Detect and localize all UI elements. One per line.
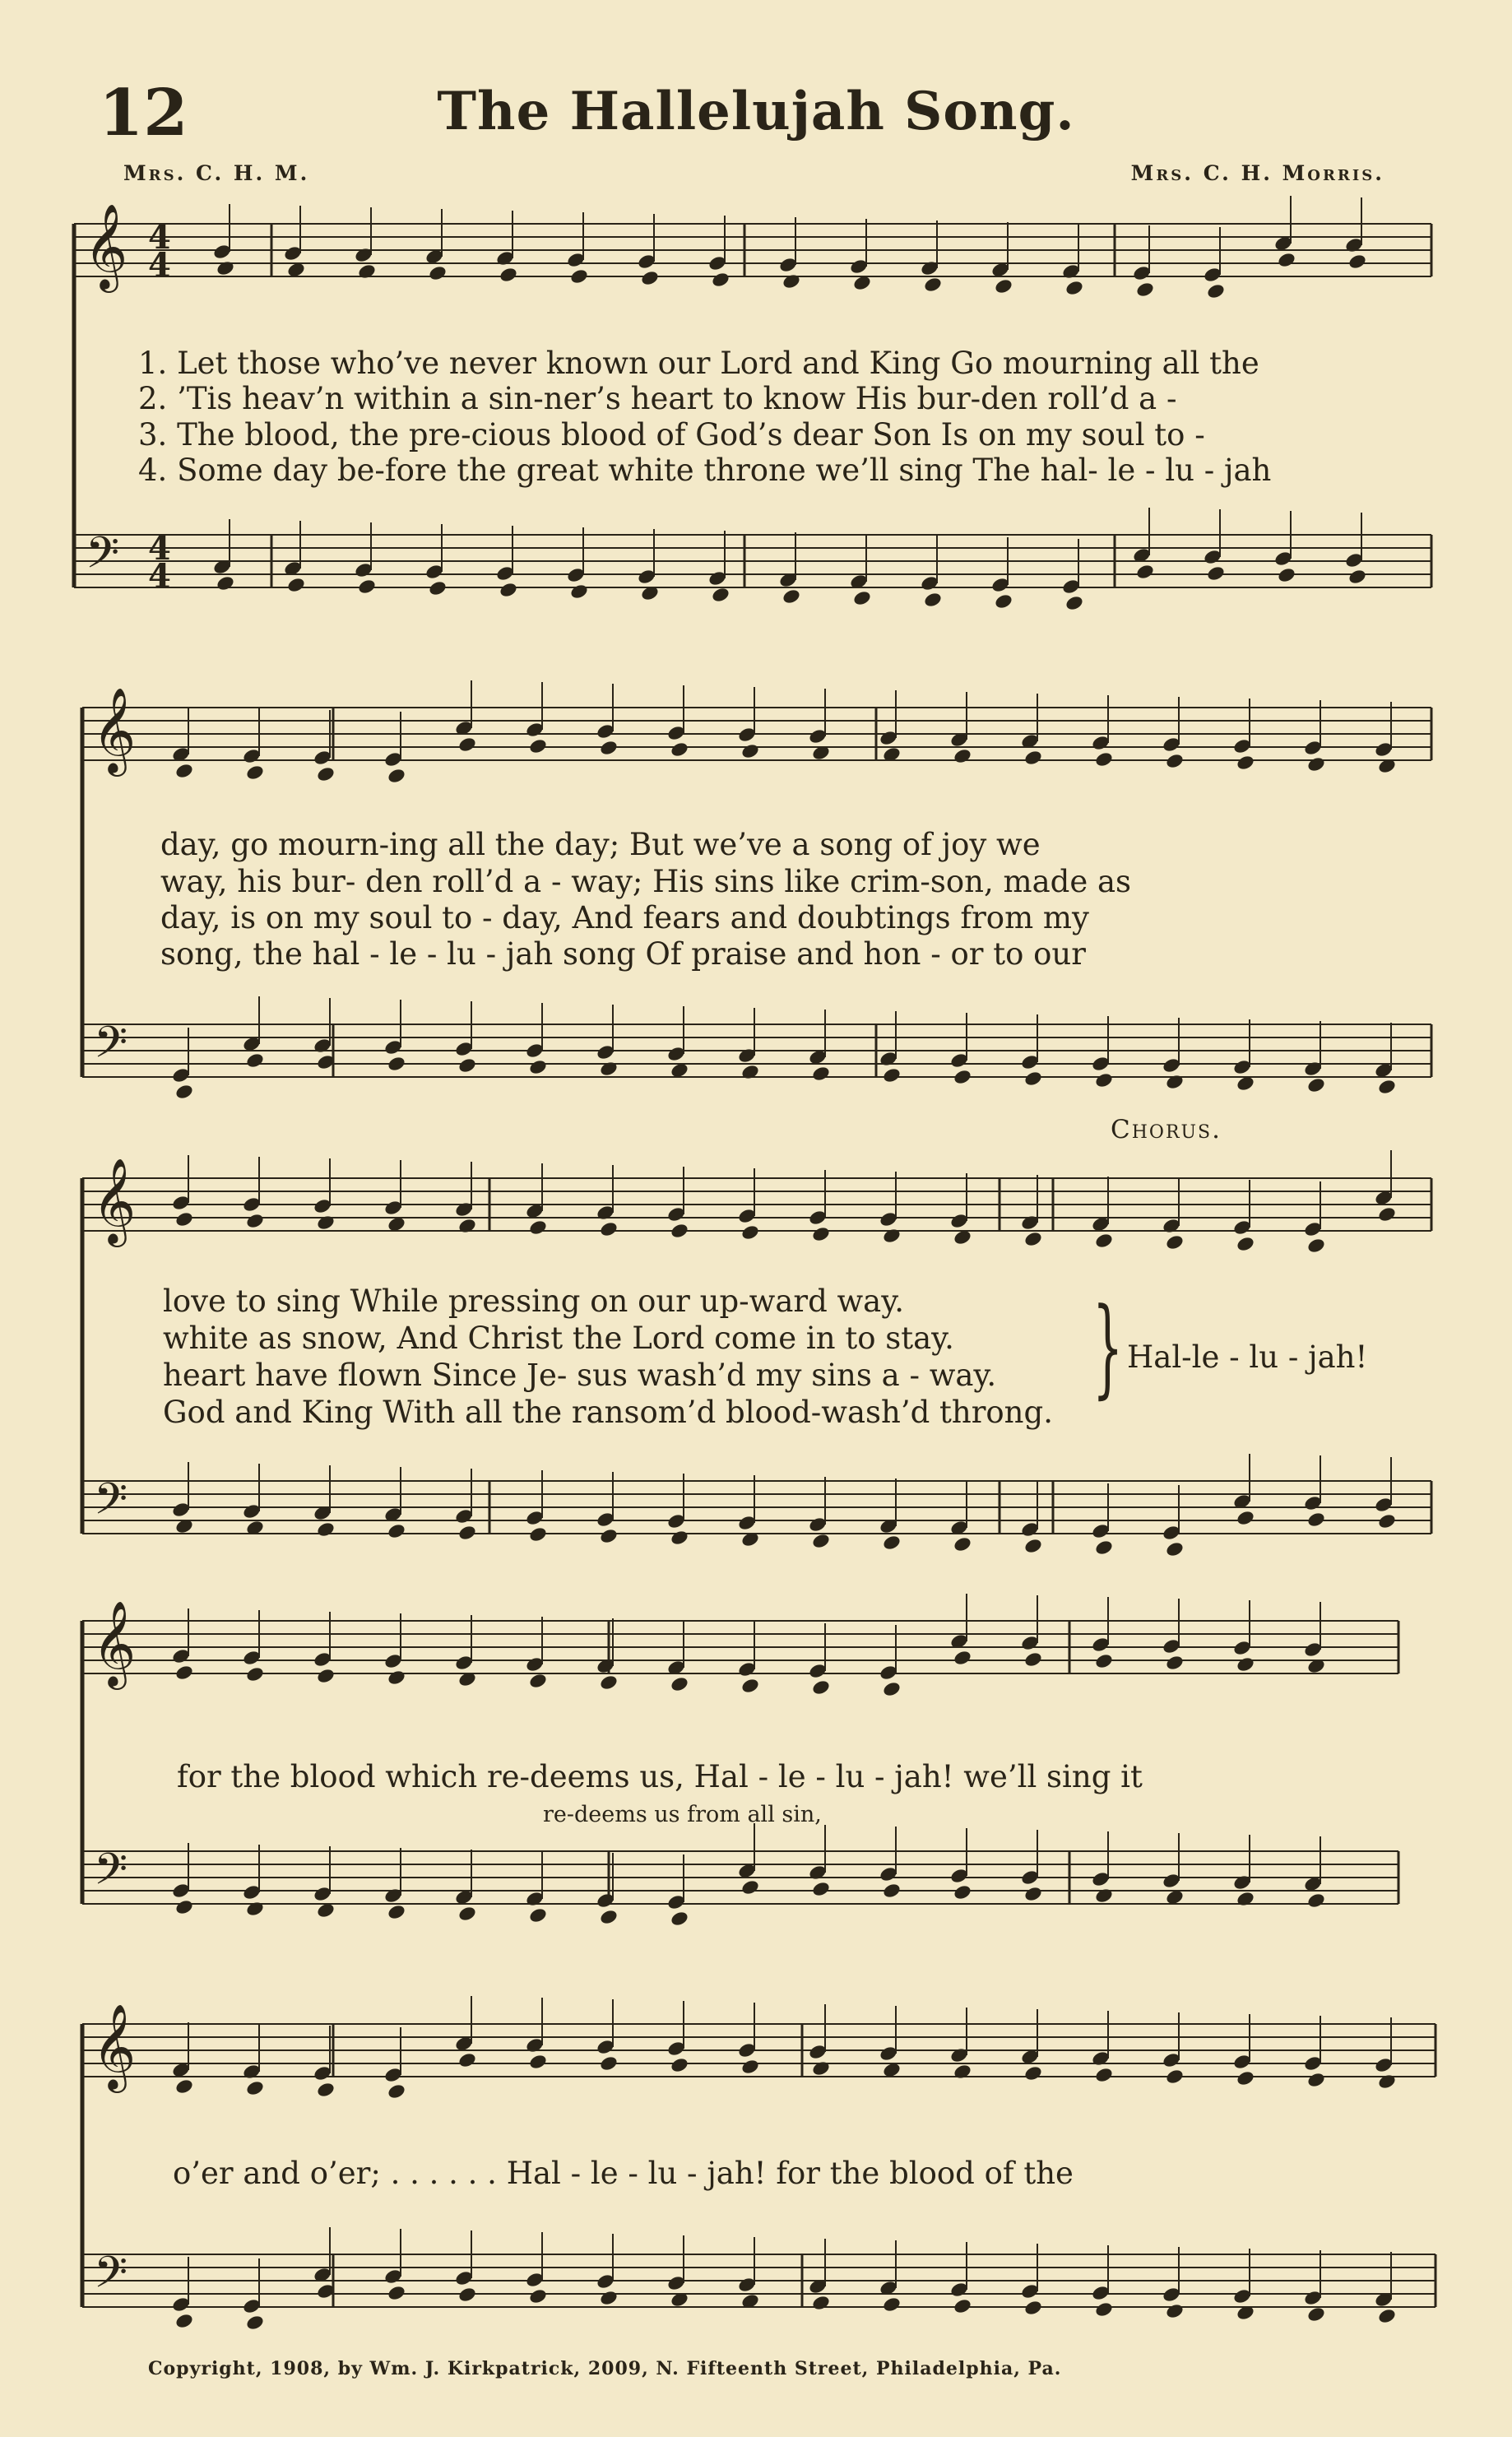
bass-clef: 𝄢 [86, 528, 120, 589]
time-signature-digit: 4 [148, 218, 171, 257]
system3-lyric-2: white as snow, And Christ the Lord come in to stay. [163, 1321, 954, 1356]
note-head [499, 581, 518, 598]
note-head [882, 1882, 902, 1899]
note-head [782, 587, 801, 605]
note-head [457, 736, 477, 753]
note-head [528, 737, 548, 754]
bass-clef: 𝄢 [94, 1474, 128, 1535]
system3-lyric-1: love to sing While pressing on our up-ward way. [163, 1283, 904, 1319]
system2-lyric-2: way, his bur- den roll’d a - way; His sins like crim-son, made as [160, 864, 1132, 899]
note-head [1023, 1650, 1043, 1668]
note-head [1165, 1233, 1185, 1251]
note-head [953, 1535, 972, 1553]
note-head [1277, 566, 1296, 583]
note-head [670, 2056, 689, 2073]
note-head [953, 1883, 972, 1901]
treble-clef: 𝄞 [84, 203, 128, 290]
note-head [1094, 2300, 1114, 2318]
note-head [457, 1217, 477, 1234]
note-head [1023, 2299, 1043, 2316]
note-head [882, 1066, 902, 1084]
note-head [528, 1058, 548, 1075]
note-head [216, 259, 235, 276]
note-head [245, 2079, 265, 2096]
note-head [1306, 1892, 1326, 1909]
note-head [245, 1051, 265, 1069]
note-head [811, 1225, 831, 1242]
note-head [599, 1220, 619, 1237]
note-head [387, 2284, 406, 2301]
note-head [811, 2059, 831, 2077]
note-head [740, 2058, 760, 2075]
note-head [1306, 1076, 1326, 1093]
note-head [1306, 1237, 1326, 1254]
note-head [528, 2287, 548, 2305]
note-head [1023, 1885, 1043, 1902]
note-head [174, 2077, 194, 2095]
verse-4-line: 4. Some day be-fore the great white throne we’ll sing The hal- le - lu - jah [138, 453, 1272, 488]
note-head [1023, 749, 1043, 766]
note-head [457, 2051, 477, 2068]
note-head [1377, 1512, 1397, 1530]
note-head [1135, 563, 1155, 580]
verse-1-line: 1. Let those who’ve never known our Lord and King Go mourning all the [138, 346, 1259, 381]
note-head [1236, 754, 1255, 771]
note-head [882, 2295, 902, 2313]
note-head [245, 1900, 265, 1917]
note-head [1236, 1655, 1255, 1673]
note-head [174, 1210, 194, 1228]
note-head [882, 1680, 902, 1697]
note-head [953, 1068, 972, 1085]
note-head [1277, 251, 1296, 268]
note-head [1236, 1509, 1255, 1526]
note-head [1347, 568, 1367, 585]
treble-clef: 𝄞 [92, 1158, 137, 1244]
note-head [953, 747, 972, 764]
note-head [1165, 2302, 1185, 2319]
note-head [1306, 755, 1326, 773]
note-head [245, 1212, 265, 1229]
note-head [245, 1665, 265, 1683]
note-head [740, 742, 760, 759]
note-head [316, 1520, 336, 1538]
copyright-notice: Copyright, 1908, by Wm. J. Kirkpatrick, 2009, N. Fifteenth Street, Philadelphia, Pa. [148, 2358, 1062, 2379]
note-head [1165, 1073, 1185, 1090]
chorus-label: Chorus. [1111, 1115, 1222, 1144]
note-head [1236, 2069, 1255, 2087]
note-head [569, 267, 589, 285]
system3-lyric-3: heart have flown Since Je- sus wash’d my sins a - way. [163, 1358, 997, 1393]
bass-clef: 𝄢 [94, 1845, 128, 1906]
words-credit: Mrs. C. H. M. [123, 161, 310, 185]
chorus-line-2-bass: re-deems us from all sin, [543, 1802, 822, 1827]
note-head [428, 579, 448, 596]
note-head [740, 1063, 760, 1080]
note-head [1236, 1235, 1255, 1252]
chorus-line-1: Hal-le - lu - jah! [1127, 1339, 1368, 1375]
note-head [599, 739, 619, 756]
note-head [670, 1675, 689, 1692]
time-signature-digit: 4 [148, 246, 171, 285]
note-head [174, 1898, 194, 1915]
note-head [428, 264, 448, 281]
note-head [740, 1677, 760, 1694]
note-head [811, 1065, 831, 1082]
note-head [923, 591, 943, 608]
note-head [923, 276, 943, 293]
note-head [599, 2289, 619, 2306]
note-head [316, 1667, 336, 1684]
note-head [387, 767, 406, 784]
note-head [569, 583, 589, 600]
note-head [1206, 564, 1226, 582]
note-head [457, 1905, 477, 1922]
note-head [1023, 1070, 1043, 1087]
note-head [811, 1880, 831, 1897]
note-head [1377, 1205, 1397, 1223]
system3-lyric-4: God and King With all the ransom’d blood-wash’d throng. [163, 1395, 1053, 1430]
note-head [357, 578, 377, 595]
verse-2-line: 2. ’Tis heav’n within a sin-ner’s heart to know His bur-den roll’d a - [138, 381, 1177, 416]
note-head [994, 277, 1013, 295]
note-head [174, 1083, 194, 1100]
note-head [1165, 752, 1185, 769]
note-head [1023, 1230, 1043, 1247]
note-head [174, 1664, 194, 1681]
note-head [1094, 1652, 1114, 1669]
note-head [387, 1669, 406, 1686]
note-head [1023, 1537, 1043, 1554]
note-head [528, 1906, 548, 1924]
page-number: 12 [99, 76, 188, 151]
note-head [1377, 2307, 1397, 2324]
note-head [811, 1532, 831, 1549]
note-head [1135, 281, 1155, 298]
note-head [1165, 1540, 1185, 1557]
music-credit: Mrs. C. H. Morris. [1130, 161, 1384, 185]
note-head [387, 1055, 406, 1072]
chorus-line-2: for the blood which re-deems us, Hal - le - lu - jah! we’ll sing it [177, 1759, 1143, 1794]
note-head [528, 1525, 548, 1543]
note-head [1165, 2068, 1185, 2085]
chorus-line-3: o’er and o’er; . . . . . . Hal - le - lu - jah! for the blood of the [173, 2156, 1074, 2191]
treble-clef: 𝄞 [92, 1600, 137, 1687]
note-head [1306, 1511, 1326, 1528]
time-signature-digit: 4 [148, 529, 171, 568]
note-head [599, 2054, 619, 2072]
note-head [457, 1524, 477, 1541]
system2-lyric-4: song, the hal - le - lu - jah song Of praise and hon - or to our [160, 936, 1086, 972]
note-head [387, 1522, 406, 1539]
note-head [740, 1223, 760, 1241]
note-head [953, 2063, 972, 2080]
note-head [1094, 1539, 1114, 1556]
note-head [174, 2312, 194, 2329]
note-head [1064, 279, 1084, 296]
note-head [670, 740, 689, 758]
bass-clef: 𝄢 [94, 1018, 128, 1079]
note-head [1165, 1654, 1185, 1671]
verse-brace: } [1092, 1284, 1124, 1409]
note-head [387, 1903, 406, 1920]
note-head [882, 1227, 902, 1244]
note-head [670, 1910, 689, 1927]
note-head [286, 576, 306, 593]
note-head [640, 269, 660, 286]
note-head [245, 2314, 265, 2331]
note-head [1377, 1078, 1397, 1095]
note-head [599, 1673, 619, 1691]
note-head [740, 1878, 760, 1896]
system2-lyric-3: day, is on my soul to - day, And fears and doubtings from my [160, 900, 1089, 935]
note-head [357, 262, 377, 280]
note-head [245, 764, 265, 781]
note-head [457, 2286, 477, 2303]
treble-clef: 𝄞 [92, 2003, 137, 2090]
song-title: The Hallelujah Song. [437, 81, 1075, 142]
note-head [1347, 253, 1367, 270]
note-head [711, 586, 730, 603]
note-head [811, 1678, 831, 1696]
note-head [599, 1908, 619, 1925]
note-head [599, 1527, 619, 1544]
note-head [994, 592, 1013, 610]
note-head [316, 1214, 336, 1231]
verse-3-line: 3. The blood, the pre-cious blood of God’s dear Son Is on my soul to - [138, 417, 1205, 453]
note-head [1094, 750, 1114, 768]
note-head [174, 762, 194, 779]
note-head [528, 1672, 548, 1689]
note-head [528, 1218, 548, 1236]
treble-clef: 𝄞 [92, 687, 137, 773]
note-head [852, 589, 872, 606]
note-head [811, 2294, 831, 2311]
note-head [1206, 282, 1226, 299]
note-head [457, 1056, 477, 1074]
note-head [1094, 1071, 1114, 1089]
note-head [670, 1529, 689, 1546]
note-head [1094, 1232, 1114, 1249]
time-signature-digit: 4 [148, 557, 171, 596]
note-head [1023, 2064, 1043, 2082]
note-head [316, 2081, 336, 2098]
bass-clef: 𝄢 [94, 2248, 128, 2309]
note-head [1306, 2071, 1326, 2088]
note-head [670, 1222, 689, 1239]
note-head [711, 271, 730, 288]
note-head [599, 1060, 619, 1077]
note-head [316, 765, 336, 782]
system2-lyric-1: day, go mourn-ing all the day; But we’ve a song of joy we [160, 827, 1041, 862]
note-head [1064, 594, 1084, 611]
note-head [499, 266, 518, 283]
note-head [1306, 2305, 1326, 2323]
note-head [528, 2053, 548, 2070]
note-head [882, 1534, 902, 1551]
note-head [953, 2297, 972, 2314]
note-head [1377, 2073, 1397, 2090]
note-head [216, 574, 235, 592]
note-head [1236, 1890, 1255, 1907]
note-head [782, 272, 801, 290]
note-head [1094, 2066, 1114, 2083]
note-head [387, 2082, 406, 2100]
note-head [953, 1649, 972, 1666]
note-head [1094, 1887, 1114, 1904]
